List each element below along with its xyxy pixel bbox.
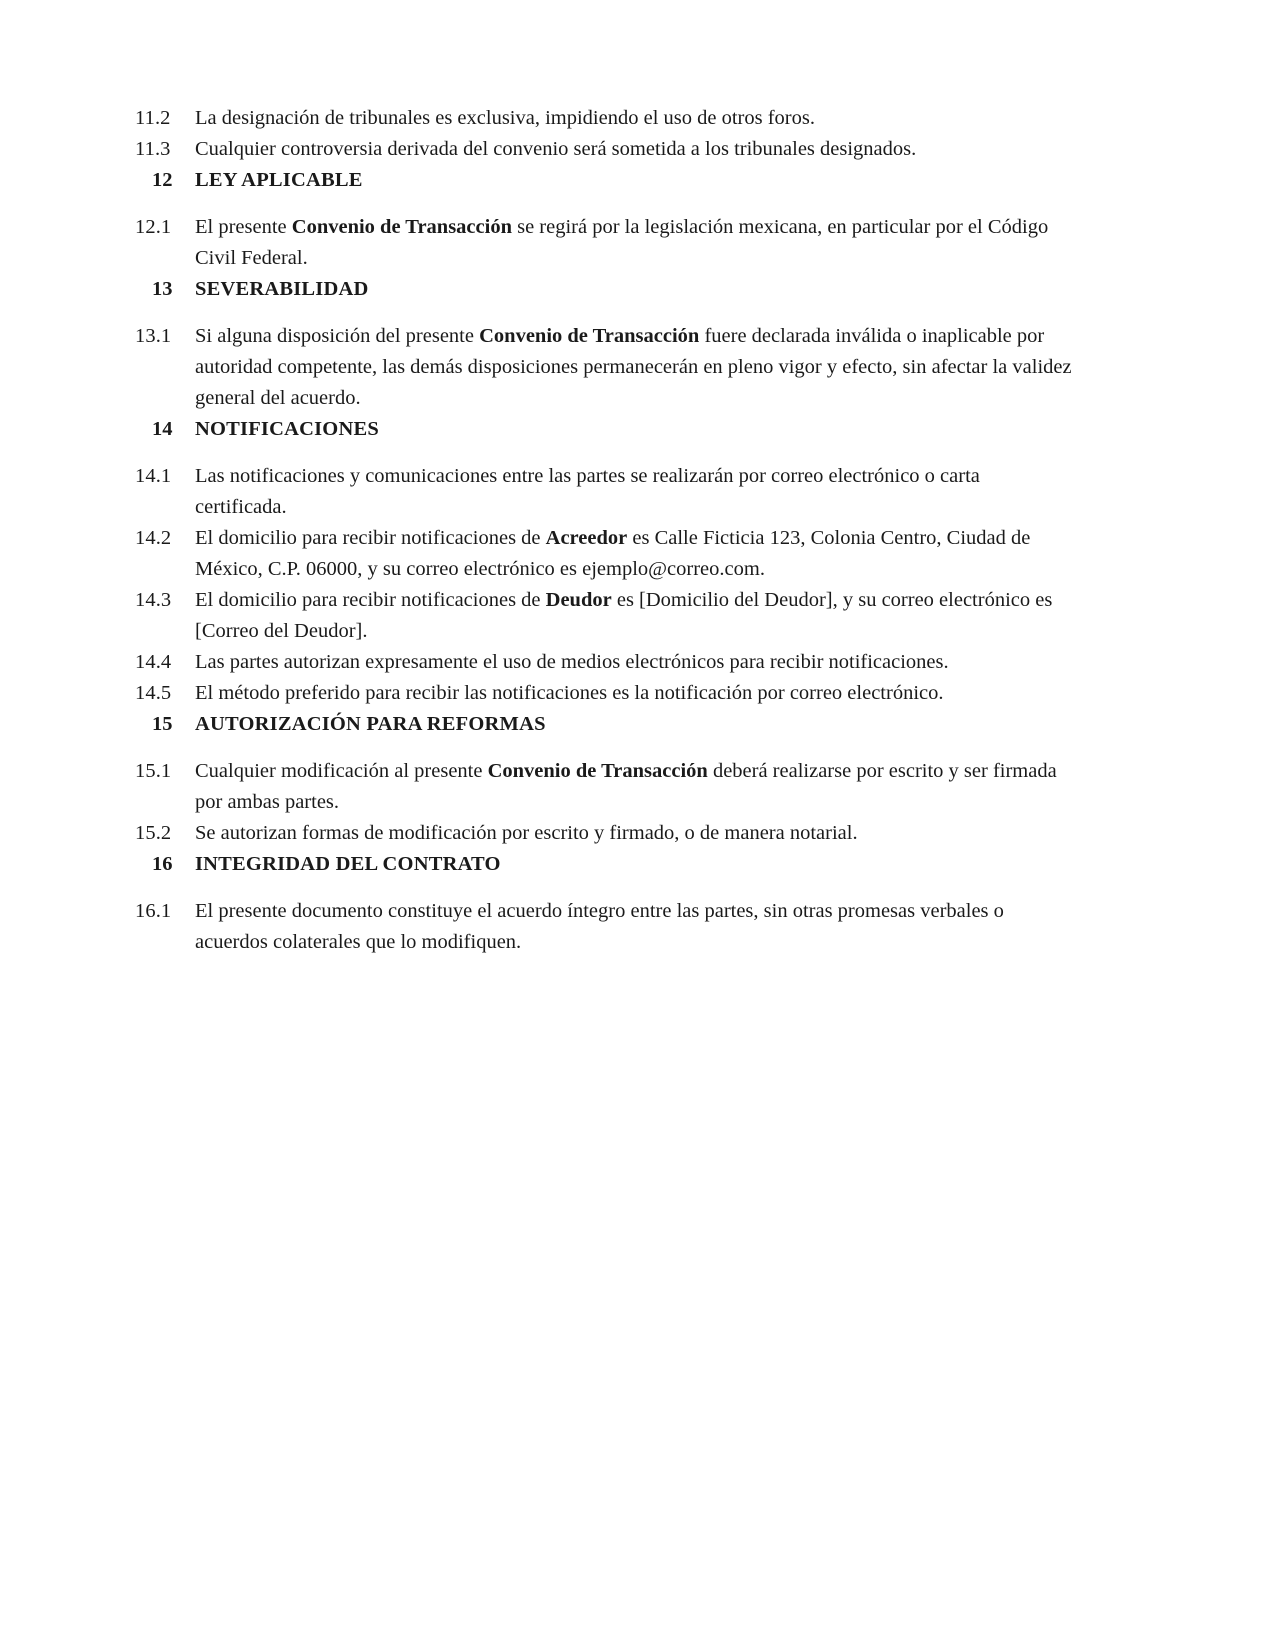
clause-number: 11.2 [135, 107, 171, 129]
clause-text [195, 678, 1075, 709]
section-number: 12 [152, 169, 173, 191]
clause [135, 678, 1075, 709]
clause [135, 212, 1075, 274]
clause [135, 756, 1075, 818]
clause-text [195, 212, 1075, 274]
section-number: 14 [152, 418, 173, 440]
clause-number: 14.4 [135, 651, 172, 673]
defined-term: Convenio de Transacción [487, 760, 708, 782]
section-title: LEY APLICABLE [195, 169, 363, 191]
clause [135, 321, 1075, 414]
clause-text-run: Se autorizan formas de modificación por escrito y firmado, o de manera notarial. [195, 822, 858, 844]
defined-term: Acreedor [545, 527, 628, 549]
section-heading [135, 165, 1075, 196]
clause [135, 134, 1075, 165]
clause-text [195, 756, 1075, 818]
clause-number: 14.3 [135, 589, 172, 611]
clause [135, 103, 1075, 134]
clause-text-run: El presente [195, 216, 292, 238]
clause-number: 13.1 [135, 325, 172, 347]
clause-number: 15.2 [135, 822, 172, 844]
clause-text-run: es [Domicilio del Deudor], y su correo electrónico es [Correo del Deudor]. [195, 589, 1053, 642]
clause-number: 14.5 [135, 682, 172, 704]
clause-number: 12.1 [135, 216, 172, 238]
clause-number: 11.3 [135, 138, 171, 160]
clause-text-run: El método preferido para recibir las notificaciones es la notificación por correo electrónico. [195, 682, 944, 704]
clause-text-run: deberá realizarse por escrito y ser firmada por ambas partes. [195, 760, 1057, 813]
section-heading [135, 709, 1075, 740]
clause-text-run: Si alguna disposición del presente [195, 325, 480, 347]
clause-text [195, 818, 1075, 849]
clause [135, 896, 1075, 958]
clause-text [195, 321, 1075, 414]
clause-text [195, 585, 1075, 647]
clause-text-run: El domicilio para recibir notificaciones de [195, 589, 546, 611]
clause-text-run: El domicilio para recibir notificaciones de [195, 527, 546, 549]
clause-text-run: Las notificaciones y comunicaciones entre las partes se realizarán por correo electrónico o carta certificada. [195, 465, 980, 518]
section-heading [135, 274, 1075, 305]
defined-term: Deudor [545, 589, 612, 611]
clause-text-run: La designación de tribunales es exclusiva, impidiendo el uso de otros foros. [195, 107, 815, 129]
clause [135, 818, 1075, 849]
section-title: AUTORIZACIÓN PARA REFORMAS [195, 713, 546, 735]
clause-text-run: Cualquier modificación al presente [195, 760, 488, 782]
clause [135, 647, 1075, 678]
section-number: 15 [152, 713, 173, 735]
clause-text [195, 647, 1075, 678]
clause-text [195, 523, 1075, 585]
clause-text [195, 134, 1075, 165]
clause-text-run: se regirá por la legislación mexicana, en particular por el Código Civil Federal. [195, 216, 1049, 269]
clause-number: 14.2 [135, 527, 172, 549]
clause-text-run: El presente documento constituye el acuerdo íntegro entre las partes, sin otras promesas verbales o acuerdos colaterales que lo modifiquen. [195, 900, 1004, 953]
clause-text [195, 461, 1075, 523]
section-title: NOTIFICACIONES [195, 418, 379, 440]
section-title: SEVERABILIDAD [195, 278, 369, 300]
clause-text [195, 103, 1075, 134]
clause [135, 461, 1075, 523]
clause-text [195, 896, 1075, 958]
clause-text-run: Cualquier controversia derivada del convenio será sometida a los tribunales designados. [195, 138, 917, 160]
section-number: 13 [152, 278, 173, 300]
clause-number: 14.1 [135, 465, 172, 487]
defined-term: Convenio de Transacción [479, 325, 700, 347]
clause-text-run: Las partes autorizan expresamente el uso de medios electrónicos para recibir notificaciones. [195, 651, 949, 673]
clause-number: 16.1 [135, 900, 172, 922]
document-body [135, 103, 1075, 958]
clause-number: 15.1 [135, 760, 172, 782]
clause-text-run: fuere declarada inválida o inaplicable por autoridad competente, las demás disposiciones permanecerán en pleno vigor y efecto, sin afectar la validez general del acuerdo. [195, 325, 1072, 409]
clause [135, 585, 1075, 647]
clause [135, 523, 1075, 585]
section-heading [135, 849, 1075, 880]
defined-term: Convenio de Transacción [291, 216, 512, 238]
clause-text-run: es Calle Ficticia 123, Colonia Centro, Ciudad de México, C.P. 06000, y su correo electrónico es ejemplo@correo.com. [195, 527, 1031, 580]
section-title: INTEGRIDAD DEL CONTRATO [195, 853, 501, 875]
section-heading [135, 414, 1075, 445]
section-number: 16 [152, 853, 173, 875]
